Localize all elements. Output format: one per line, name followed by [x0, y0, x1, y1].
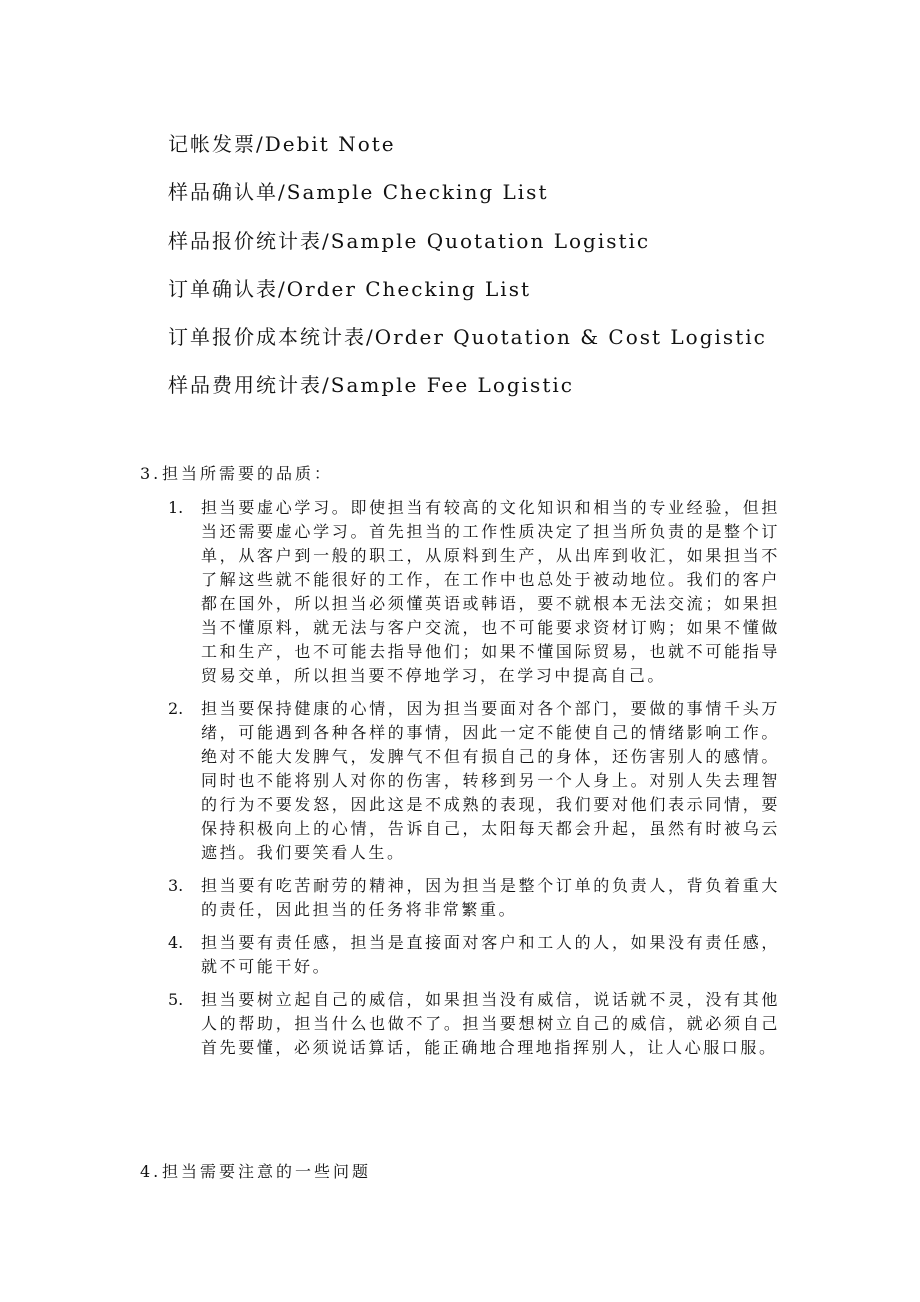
section-4-heading	[140, 1160, 371, 1184]
quality-text: 担当要树立起自己的威信，如果担当没有威信，说话就不灵，没有其他人的帮助，担当什么也做不了。担当要想树立自己的威信，就必须自己首先要懂，必须说话算话，能正确地合理地指挥别人，让人心服口服。	[201, 990, 780, 1057]
quality-number: 5.	[168, 990, 184, 1009]
quality-number: 1.	[168, 498, 184, 517]
quality-text: 担当要有责任感，担当是直接面对客户和工人的人，如果没有责任感，就不可能干好。	[201, 933, 780, 976]
quality-number: 2.	[168, 699, 184, 718]
quality-item-5	[168, 988, 780, 1060]
quality-number: 4.	[168, 933, 184, 952]
form-item-sample-checking-list: 样品确认单/Sample Checking List	[168, 180, 549, 205]
quality-number: 3.	[168, 876, 184, 895]
section-4-number: 4.	[140, 1162, 162, 1181]
section-4-title: 担当需要注意的一些问题	[162, 1162, 372, 1181]
quality-item-4	[168, 931, 780, 979]
form-item-order-quotation-cost-logistic: 订单报价成本统计表/Order Quotation & Cost Logistic	[168, 325, 767, 350]
form-list	[168, 120, 767, 410]
form-item-sample-fee-logistic: 样品费用统计表/Sample Fee Logistic	[168, 373, 574, 398]
section-3-heading	[140, 462, 333, 486]
quality-text: 担当要虚心学习。即使担当有较高的文化知识和相当的专业经验，但担当还需要虚心学习。首先担当的工作性质决定了担当所负责的是整个订单，从客户到一般的职工，从原料到生产，从出库到收汇，如果担当不了解这些就不能很好的工作，在工作中也总处于被动地位。我们的客户都在国外，所以担当必须懂英语或韩语，要不就根本无法交流；如果担当不懂原料，就无法与客户交流，也不可能要求资材订购；如果不懂做工和生产，也不可能去指导他们；如果不懂国际贸易，也就不可能指导贸易交单，所以担当要不停地学习，在学习中提高自己。	[201, 498, 780, 685]
quality-item-1	[168, 496, 780, 688]
quality-text: 担当要保持健康的心情，因为担当要面对各个部门，要做的事情千头万绪，可能遇到各种各样的事情，因此一定不能使自己的情绪影响工作。绝对不能大发脾气，发脾气不但有损自己的身体，还伤害别人的感情。同时也不能将别人对你的伤害，转移到另一个人身上。对别人失去理智的行为不要发怒，因此这是不成熟的表现，我们要对他们表示同情，要保持积极向上的心情，告诉自己，太阳每天都会升起，虽然有时被乌云遮挡。我们要笑看人生。	[201, 699, 780, 862]
section-3-title: 担当所需要的品质：	[162, 464, 334, 483]
form-item-debit-note: 记帐发票/Debit Note	[168, 132, 396, 156]
quality-item-2	[168, 697, 780, 865]
form-item-order-checking-list: 订单确认表/Order Checking List	[168, 276, 532, 301]
qualities-list	[168, 496, 780, 1069]
section-3-number: 3.	[140, 464, 162, 483]
quality-item-3	[168, 874, 780, 922]
form-item-sample-quotation-logistic: 样品报价统计表/Sample Quotation Logistic	[168, 228, 651, 253]
quality-text: 担当要有吃苦耐劳的精神，因为担当是整个订单的负责人，背负着重大的责任，因此担当的任务将非常繁重。	[201, 876, 780, 919]
